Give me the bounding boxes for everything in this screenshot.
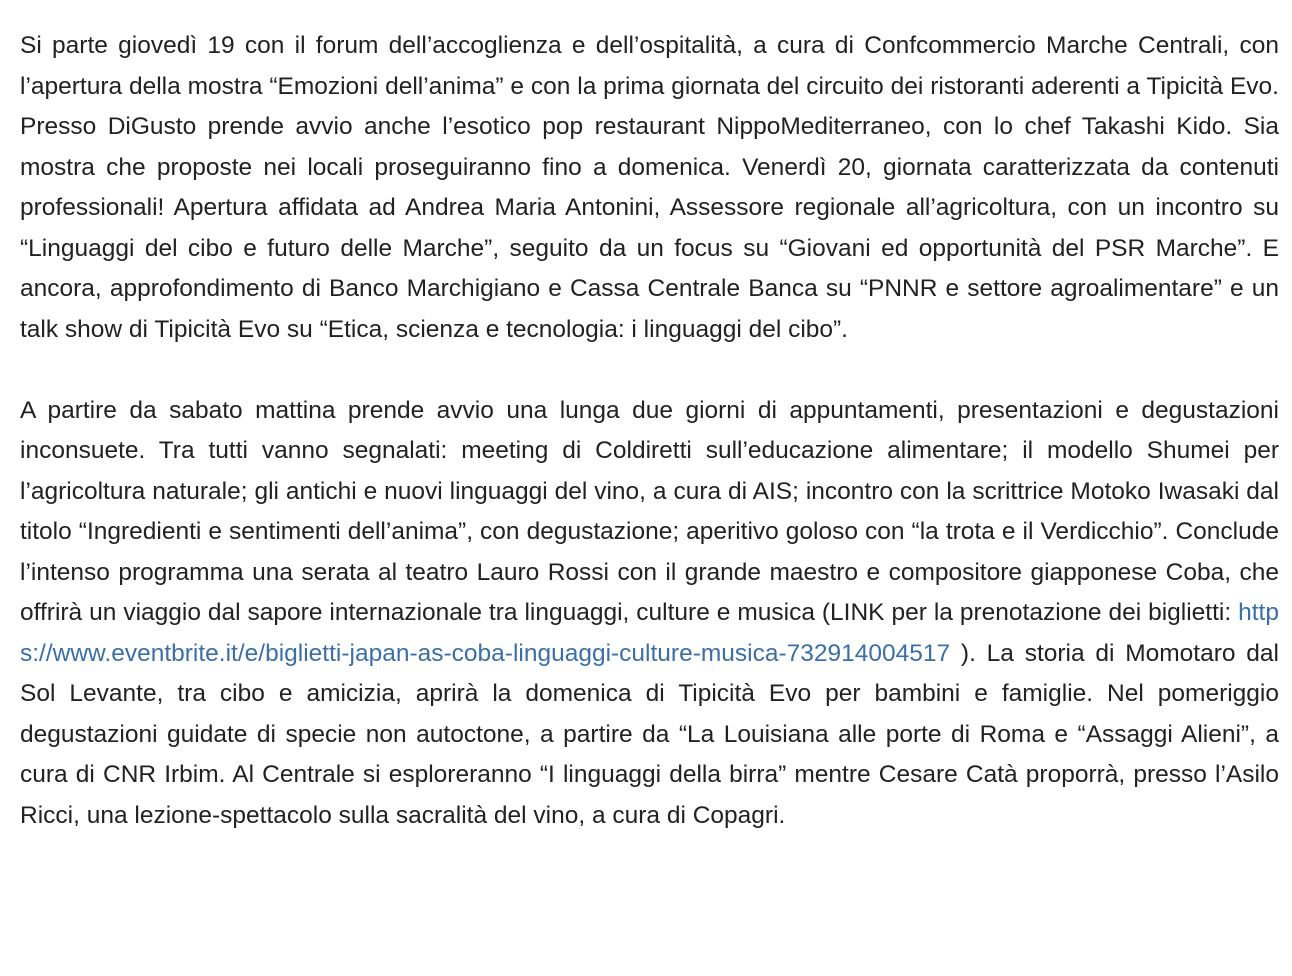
paragraph-program-thursday-friday: Si parte giovedì 19 con il forum dell’accoglienza e dell’ospitalità, a cura di Confcommercio Marche Centrali, con l’apertura della mostra “Emozioni dell’anima” e con la prima giornata del circuito dei ristoranti aderenti a Tipicità Evo. Presso DiGusto prende avvio anche l’esotico pop restaurant NippoMediterraneo, con lo chef Takashi Kido. Sia mostra che proposte nei locali proseguiranno fino a domenica. Venerdì 20, giornata caratterizzata da contenuti professionali! Apertura affidata ad Andrea Maria Antonini, Assessore regionale all’agricoltura, con un incontro su “Linguaggi del cibo e futuro delle Marche”, seguito da un focus su “Giovani ed opportunità del PSR Marche”. E ancora, approfondimento di Banco Marchigiano e Cassa Centrale Banca su “PNNR e settore agroalimentare” e un talk show di Tipicità Evo su “Etica, scienza e tecnologia: i linguaggi del cibo”. (20, 32, 1279, 343)
paragraph-program-weekend (20, 391, 1279, 837)
paragraph-text-before-link: A partire da sabato mattina prende avvio una lunga due giorni di appuntamenti, presentazioni e degustazioni inconsuete. Tra tutti vanno segnalati: meeting di Coldiretti sull’educazione alimentare; il modello Shumei per l’agricoltura naturale; gli antichi e nuovi linguaggi del vino, a cura di AIS; incontro con la scrittrice Motoko Iwasaki dal titolo “Ingredienti e sentimenti dell’anima”, con degustazione; aperitivo goloso con “la trota e il Verdicchio”. Conclude l’intenso programma una serata al teatro Lauro Rossi con il grande maestro e compositore giapponese Coba, che offrirà un viaggio dal sapore internazionale tra linguaggi, culture e musica (LINK per la prenotazione dei biglietti: (20, 396, 1279, 626)
paragraph-text-after-link: ). La storia di Momotaro dal Sol Levante, tra cibo e amicizia, aprirà la domenica di Tipicità Evo per bambini e famiglie. Nel pomeriggio degustazioni guidate di specie non autoctone, a partire da “La Louisiana alle porte di Roma e “Assaggi Alieni”, a cura di CNR Irbim. Al Centrale si esploreranno “I linguaggi della birra” mentre Cesare Catà proporrà, presso l’Asilo Ricci, una lezione-spettacolo sulla sacralità del vino, a cura di Copagri. (20, 639, 1279, 829)
ticket-booking-link[interactable]: https://www.eventbrite.it/e/biglietti-japan-as-coba-linguaggi-culture-musica-732914004517 (20, 599, 1279, 667)
